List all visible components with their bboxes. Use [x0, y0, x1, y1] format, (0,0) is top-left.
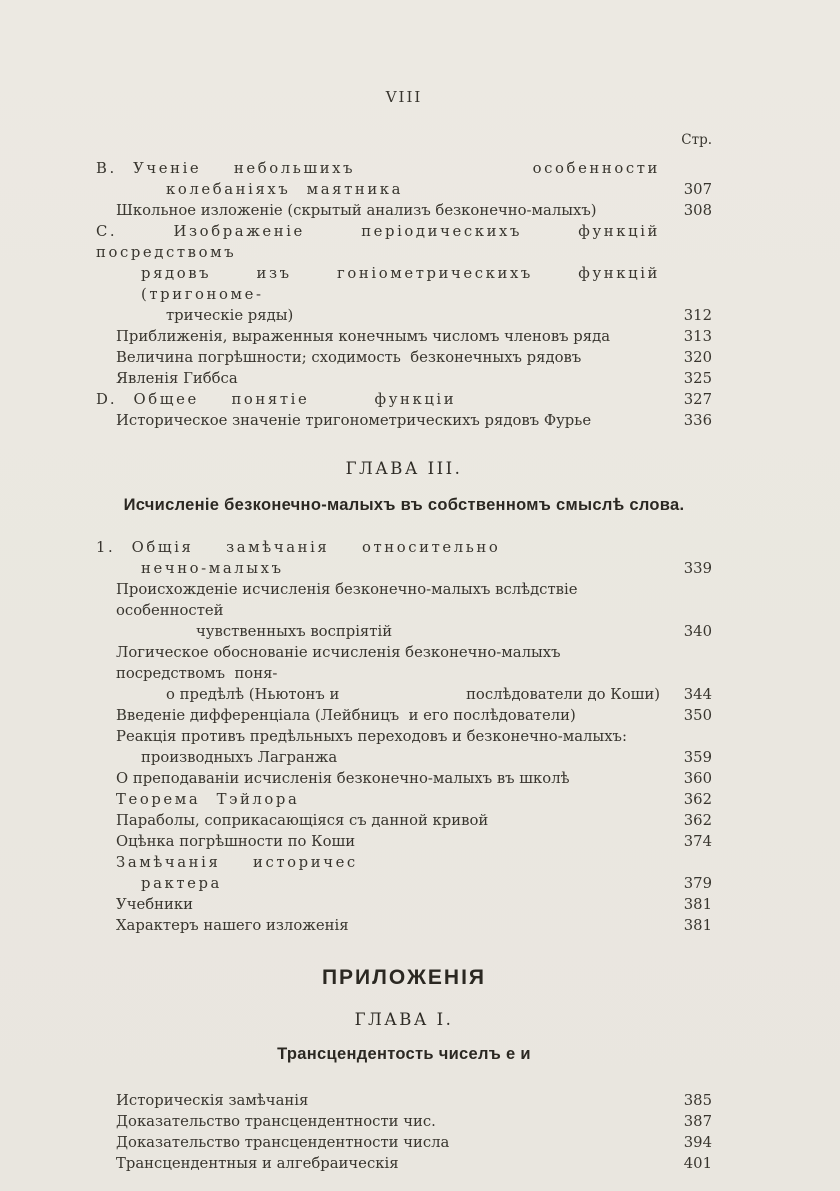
page-number: 344 — [683, 686, 712, 703]
toc-entry-segment: нечно-малыхъ — [141, 560, 284, 577]
toc-entry — [96, 410, 712, 431]
chapter-heading-1: ГЛАВА I. — [354, 1010, 454, 1029]
toc-entry-text — [166, 179, 668, 200]
page-number: 394 — [683, 1134, 712, 1151]
toc-entry — [96, 726, 712, 747]
toc-entry-text — [116, 852, 668, 873]
toc-entry-text — [141, 263, 677, 305]
toc-entry — [96, 642, 712, 684]
toc-entry — [96, 326, 712, 347]
toc-entry — [96, 200, 712, 221]
toc-entry-segment: Реакція противъ предѣльныхъ переходовъ и безконечно-малыхъ: — [116, 728, 627, 745]
toc-entry — [96, 263, 712, 305]
toc-entry-segment: колебаніяхъ маятника — [166, 181, 404, 198]
toc-entry — [96, 158, 712, 179]
page-number: 327 — [683, 391, 712, 408]
toc-entry-text — [116, 326, 668, 347]
toc-entry-segment: рактера — [141, 875, 222, 892]
toc-entry-segment: О преподаваніи исчисленія безконечно-малыхъ въ школѣ — [116, 770, 570, 787]
page-number: 401 — [683, 1155, 712, 1172]
toc-list-a — [96, 158, 712, 431]
toc-entry — [96, 1153, 712, 1174]
toc-entry-segment: Школьное изложеніе (скрытый анализъ безконечно-малыхъ) — [116, 202, 597, 219]
toc-entry-segment: особенности — [532, 160, 660, 177]
toc-entry — [96, 305, 712, 326]
toc-entry-segment: С. Изображеніе періодическихъ функцій посредствомъ — [96, 223, 677, 261]
toc-entry-text — [116, 1111, 668, 1132]
toc-entry — [96, 221, 712, 263]
toc-entry-segment: Замѣчанія историчес — [116, 854, 358, 871]
toc-entry — [96, 894, 712, 915]
page-number: 381 — [683, 917, 712, 934]
page-number: 387 — [683, 1113, 712, 1130]
toc-entry-segment: Параболы, соприкасающіяся съ данной кривой — [116, 812, 489, 829]
toc-entry — [96, 1132, 712, 1153]
toc-entry-segment: трическіе ряды) — [166, 307, 294, 324]
toc-entry-segment: 1. Общія замѣчанія относительно — [96, 539, 501, 556]
toc-entry — [96, 789, 712, 810]
page-number: 381 — [683, 896, 712, 913]
toc-entry-text — [116, 810, 668, 831]
toc-entry-segment: Явленія Гиббса — [116, 370, 238, 387]
toc-entry-text — [116, 410, 668, 431]
toc-entry-segment: Величина погрѣшности; сходимость безконечныхъ рядовъ — [116, 349, 582, 366]
toc-entry-text — [166, 305, 668, 326]
toc-entry — [96, 684, 712, 705]
toc-entry-segment: послѣдователи до Коши) — [466, 686, 660, 703]
page-number: 336 — [683, 412, 712, 429]
toc-entry-segment: производныхъ Лагранжа — [141, 749, 338, 766]
toc-entry — [96, 873, 712, 894]
toc-entry-segment: Учебники — [116, 896, 193, 913]
toc-entry — [96, 579, 712, 621]
toc-entry-segment: Историческія замѣчанія — [116, 1092, 309, 1109]
chapter-heading-3: ГЛАВА III. — [345, 459, 463, 478]
toc-list-b — [96, 537, 712, 936]
page-number: 360 — [683, 770, 712, 787]
toc-entry-segment: Характеръ нашего изложенія — [116, 917, 349, 934]
toc-entry-text — [96, 158, 668, 179]
page-number: 308 — [683, 202, 712, 219]
page-number: 313 — [683, 328, 712, 345]
page-number: 385 — [683, 1092, 712, 1109]
toc-entry-segment: чувственныхъ воспріятій — [196, 623, 393, 640]
page-number: 362 — [683, 812, 712, 829]
toc-entry — [96, 768, 712, 789]
toc-entry-segment: В. Ученіе небольшихъ — [96, 160, 356, 177]
toc-entry-segment: Историческое значеніе тригонометрическихъ рядовъ Фурье — [116, 412, 592, 429]
toc-entry — [96, 915, 712, 936]
toc-entry-text — [116, 894, 668, 915]
toc-entry-text — [116, 789, 668, 810]
toc-entry-segment: рядовъ изъ гоніометрическихъ функцій (тригономе- — [141, 265, 677, 303]
toc-entry-segment: Трансцендентныя и алгебраическія — [116, 1155, 399, 1172]
page-number: 374 — [683, 833, 712, 850]
toc-entry-text — [96, 389, 668, 410]
toc-entry-segment: Оцѣнка погрѣшности по Коши — [116, 833, 356, 850]
toc-entry-text — [116, 705, 668, 726]
chapter-1-title: Трансцендентость чиселъ e и — [277, 1045, 531, 1063]
toc-entry — [96, 368, 712, 389]
toc-entry — [96, 705, 712, 726]
toc-entry — [96, 347, 712, 368]
toc-entry-text — [116, 200, 668, 221]
toc-entry — [96, 558, 712, 579]
folio-page-number: VIII — [385, 88, 423, 106]
page-number: 379 — [683, 875, 712, 892]
toc-entry — [96, 621, 712, 642]
page-number: 320 — [683, 349, 712, 366]
toc-entry-segment: Теорема Тэйлора — [116, 791, 300, 808]
toc-entry — [96, 852, 712, 873]
page-number: 339 — [683, 560, 712, 577]
page-number: 307 — [683, 181, 712, 198]
toc-entry-text — [116, 1153, 668, 1174]
toc-entry-text — [141, 747, 668, 768]
page-number: 325 — [683, 370, 712, 387]
page-number: 359 — [683, 749, 712, 766]
toc-entry — [96, 537, 712, 558]
toc-entry — [96, 831, 712, 852]
toc-entry — [96, 1111, 712, 1132]
page-number: 340 — [683, 623, 712, 640]
toc-entry-text — [116, 579, 668, 621]
page-column-header: Стр. — [681, 132, 712, 148]
chapter-3-title: Исчисленіе безконечно-малыхъ въ собственномъ смыслѣ слова. — [123, 496, 685, 514]
page-number: 350 — [683, 707, 712, 724]
toc-entry-text — [116, 831, 668, 852]
toc-entry — [96, 747, 712, 768]
page-number: 362 — [683, 791, 712, 808]
toc-entry-text — [166, 684, 668, 705]
toc-entry-text — [141, 873, 668, 894]
toc-entry-text — [116, 642, 668, 684]
appendix-heading: ПРИЛОЖЕНІЯ — [321, 966, 487, 989]
toc-entry-text — [116, 347, 668, 368]
toc-entry-text — [96, 537, 668, 558]
toc-entry — [96, 810, 712, 831]
toc-entry-segment: D. Общее понятіе функціи — [96, 391, 457, 408]
toc-entry — [96, 179, 712, 200]
toc-entry-text — [116, 768, 668, 789]
toc-entry-text — [96, 221, 677, 263]
toc-entry-text — [116, 368, 668, 389]
toc-entry-segment: Логическое обоснованіе исчисленія безконечно-малыхъ посредствомъ поня- — [116, 644, 570, 682]
toc-entry-text — [116, 1132, 668, 1153]
toc-entry-text — [141, 558, 668, 579]
toc-entry-segment: Введеніе дифференціала (Лейбницъ и его послѣдователи) — [116, 707, 576, 724]
toc-entry-segment: о предѣлѣ (Ньютонъ и — [166, 686, 340, 703]
toc-entry-segment: Происхожденіе исчисленія безконечно-малыхъ вслѣдствіе особенностей — [116, 581, 583, 619]
toc-entry — [96, 389, 712, 410]
toc-entry-text — [116, 915, 668, 936]
toc-entry-text — [196, 621, 668, 642]
toc-entry — [96, 1090, 712, 1111]
page-number: 312 — [683, 307, 712, 324]
toc-entry-segment: Доказательство трансцендентности числа — [116, 1134, 450, 1151]
toc-entry-segment: Доказательство трансцендентности чис. — [116, 1113, 436, 1130]
toc-entry-text — [116, 1090, 668, 1111]
toc-list-c — [96, 1090, 712, 1174]
toc-entry-segment: Приближенія, выраженныя конечнымъ числомъ членовъ ряда — [116, 328, 611, 345]
toc-entry-text — [116, 726, 668, 747]
